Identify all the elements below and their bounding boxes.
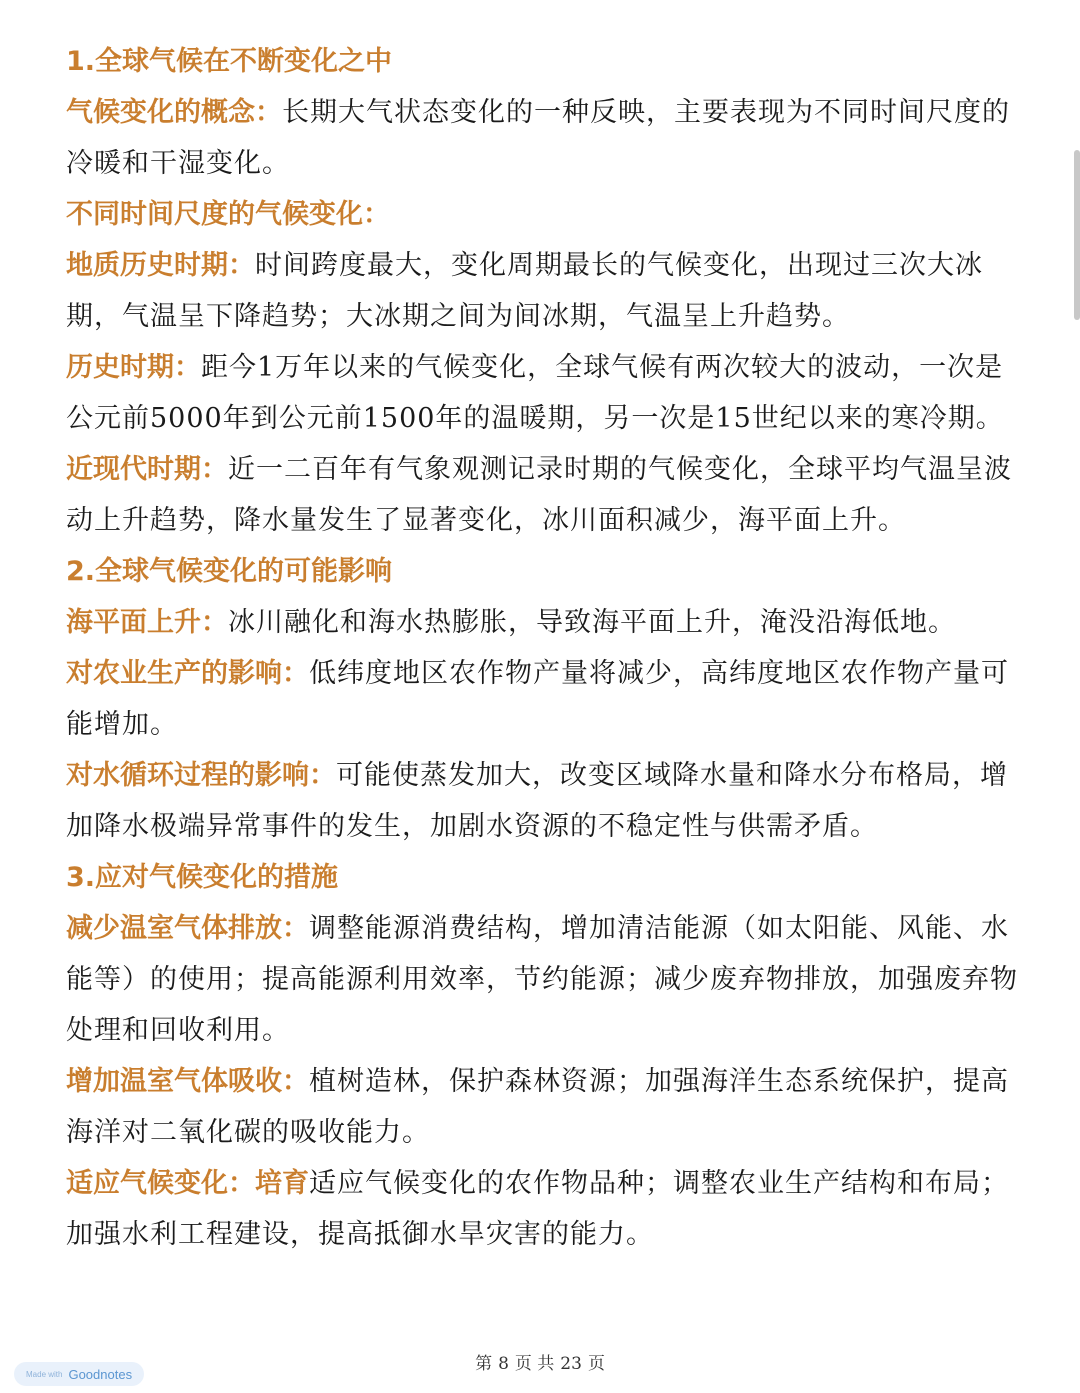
term-label: 对水循环过程的影响： <box>66 760 336 791</box>
term-label: 近现代时期： <box>66 454 228 485</box>
paragraph-water-cycle <box>66 750 1018 852</box>
total-page-count: 23 <box>560 1354 582 1374</box>
term-text: 距今1万年以来的气候变化，全球气候有两次较大的波动，一次是公元前5000年到公元前1500年的温暖期，另一次是15世纪以来的寒冷期。 <box>66 352 1004 434</box>
paragraph-time-scales <box>66 189 1018 240</box>
notes-content <box>66 36 1018 1260</box>
watermark-brand: Goodnotes <box>68 1366 133 1382</box>
term-text: 可能使蒸发加大，改变区域降水量和降水分布格局，增加降水极端异常事件的发生，加剧水资源的不稳定性与供需矛盾。 <box>66 760 1008 842</box>
term-text: 时间跨度最大，变化周期最长的气候变化，出现过三次大冰期，气温呈下降趋势；大冰期之间为间冰期，气温呈上升趋势。 <box>66 250 983 332</box>
paragraph-historic-period <box>66 342 1018 444</box>
current-page-number: 8 <box>498 1354 509 1374</box>
term-label: 对农业生产的影响： <box>66 658 309 689</box>
term-label: 地质历史时期： <box>66 250 255 281</box>
paragraph-reduce-emissions <box>66 903 1018 1056</box>
section-heading-3: 3.应对气候变化的措施 <box>66 862 339 893</box>
page-number-footer <box>0 1352 1080 1376</box>
term-label: 海平面上升： <box>66 607 228 638</box>
paragraph-modern-period <box>66 444 1018 546</box>
paragraph-adaptation <box>66 1158 1018 1260</box>
term-label: 增加温室气体吸收： <box>66 1066 309 1097</box>
term-text: 植树造林，保护森林资源；加强海洋生态系统保护，提高海洋对二氧化碳的吸收能力。 <box>66 1066 1009 1148</box>
vertical-scrollbar[interactable] <box>1074 150 1080 320</box>
term-text: 冰川融化和海水热膨胀，导致海平面上升，淹没沿海低地。 <box>228 607 956 638</box>
watermark-made-with: Made with <box>26 1369 63 1379</box>
term-label: 历史时期： <box>66 352 201 383</box>
footer-prefix: 第 <box>475 1354 493 1374</box>
term-label: 不同时间尺度的气候变化： <box>66 199 390 230</box>
section-heading-2: 2.全球气候变化的可能影响 <box>66 556 393 587</box>
paragraph-geologic-period <box>66 240 1018 342</box>
paragraph-increase-absorption <box>66 1056 1018 1158</box>
section-heading-1: 1.全球气候在不断变化之中 <box>66 46 393 77</box>
term-text: 低纬度地区农作物产量将减少，高纬度地区农作物产量可能增加。 <box>66 658 1009 740</box>
goodnotes-watermark <box>14 1362 144 1386</box>
paragraph-agriculture <box>66 648 1018 750</box>
term-label: 适应气候变化：培育 <box>66 1168 309 1199</box>
term-text: 适应气候变化的农作物品种；调整农业生产结构和布局；加强水利工程建设，提高抵御水旱灾害的能力。 <box>66 1168 1009 1250</box>
term-label: 气候变化的概念： <box>66 97 282 128</box>
paragraph-sea-level <box>66 597 1018 648</box>
term-label: 减少温室气体排放： <box>66 913 309 944</box>
term-text: 近一二百年有气象观测记录时期的气候变化，全球平均气温呈波动上升趋势，降水量发生了显著变化，冰川面积减少，海平面上升。 <box>66 454 1012 536</box>
term-text: 调整能源消费结构，增加清洁能源（如太阳能、风能、水能等）的使用；提高能源利用效率，节约能源；减少废弃物排放，加强废弃物处理和回收利用。 <box>66 913 1018 1046</box>
footer-suffix: 页 <box>587 1354 605 1374</box>
term-text: 长期大气状态变化的一种反映，主要表现为不同时间尺度的冷暖和干湿变化。 <box>66 97 1010 179</box>
paragraph-climate-concept <box>66 87 1018 189</box>
footer-middle: 页 共 <box>514 1354 555 1374</box>
